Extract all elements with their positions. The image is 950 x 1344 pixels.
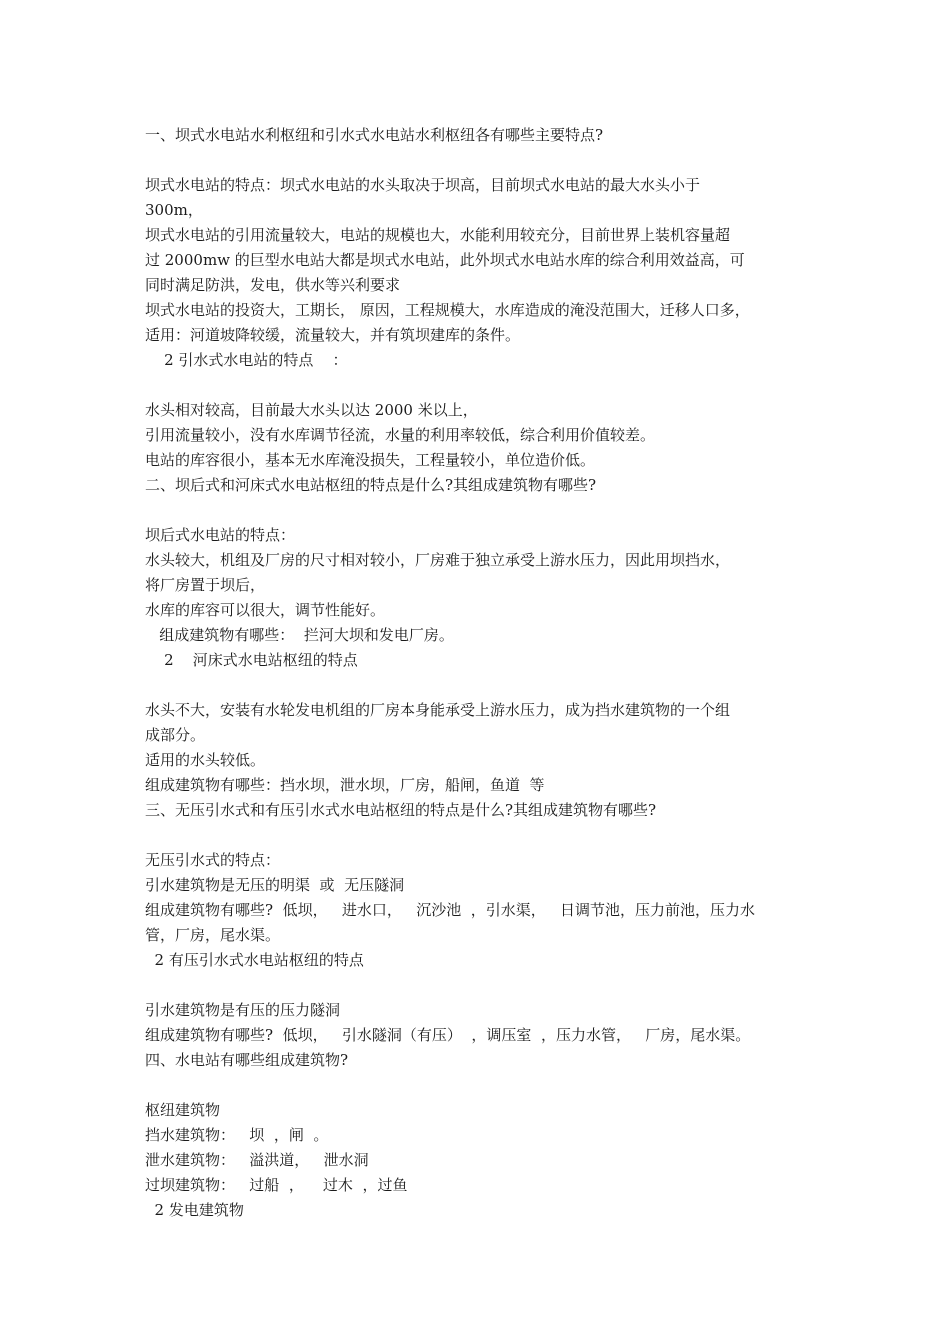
paragraph-line: 挡水建筑物： 坝 ，闸 。	[145, 1126, 329, 1144]
blank-line	[145, 823, 825, 848]
document-body	[145, 123, 825, 1223]
paragraph-line: 管，厂房，尾水渠。	[145, 926, 281, 944]
paragraph-line: 水头较大，机组及厂房的尺寸相对较小，厂房难于独立承受上游水压力，因此用坝挡水，	[145, 551, 731, 569]
paragraph-line: 将厂房置于坝后，	[145, 576, 266, 594]
paragraph-line: 组成建筑物有哪些? 低坝， 引水隧洞（有压） ，调压室 ，压力水管， 厂房，尾水渠。	[145, 1026, 751, 1044]
question-4-heading: 四、水电站有哪些组成建筑物?	[145, 1051, 349, 1069]
paragraph-line: 坝后式水电站的特点：	[145, 526, 296, 544]
subheading: 2 发电建筑物	[145, 1201, 244, 1219]
paragraph-line: 300m，	[145, 201, 203, 219]
blank-line	[145, 373, 825, 398]
paragraph-line: 适用的水头较低。	[145, 751, 266, 769]
paragraph-line: 坝式水电站的引用流量较大，电站的规模也大，水能利用较充分，目前世界上装机容量超	[145, 226, 731, 244]
blank-line	[145, 1073, 825, 1098]
paragraph-line: 枢纽建筑物	[145, 1101, 221, 1119]
blank-line	[145, 973, 825, 998]
question-3-heading: 三、无压引水式和有压引水式水电站枢纽的特点是什么?其组成建筑物有哪些?	[145, 801, 657, 819]
blank-line	[145, 148, 825, 173]
question-2-heading: 二、坝后式和河床式水电站枢纽的特点是什么?其组成建筑物有哪些?	[145, 476, 597, 494]
blank-line	[145, 498, 825, 523]
subheading: 2 河床式水电站枢纽的特点	[145, 651, 358, 669]
paragraph-line: 水头相对较高，目前最大水头以达 2000 米以上，	[145, 401, 478, 419]
paragraph-line: 组成建筑物有哪些： 拦河大坝和发电厂房。	[145, 626, 454, 644]
paragraph-line: 过坝建筑物： 过船 ， 过木 ，过鱼	[145, 1176, 408, 1194]
subheading: 2 引水式水电站的特点 ：	[145, 351, 348, 369]
paragraph-line: 泄水建筑物： 溢洪道， 泄水洞	[145, 1151, 369, 1169]
paragraph-line: 过 2000mw 的巨型水电站大都是坝式水电站，此外坝式水电站水库的综合利用效益高，可	[145, 251, 745, 269]
paragraph-line: 水库的库容可以很大，调节性能好。	[145, 601, 386, 619]
paragraph-line: 水头不大，安装有水轮发电机组的厂房本身能承受上游水压力，成为挡水建筑物的一个组	[145, 701, 731, 719]
paragraph-line: 坝式水电站的特点：坝式水电站的水头取决于坝高，目前坝式水电站的最大水头小于	[145, 176, 701, 194]
paragraph-line: 电站的库容很小，基本无水库淹没损失，工程量较小，单位造价低。	[145, 451, 596, 469]
paragraph-line: 适用：河道坡降较缓，流量较大，并有筑坝建库的条件。	[145, 326, 521, 344]
blank-line	[145, 673, 825, 698]
paragraph-line: 坝式水电站的投资大，工期长， 原因，工程规模大，水库造成的淹没范围大，迁移人口多，	[145, 301, 750, 319]
subheading: 2 有压引水式水电站枢纽的特点	[145, 951, 364, 969]
paragraph-line: 引水建筑物是无压的明渠 或 无压隧洞	[145, 876, 405, 894]
paragraph-line: 引用流量较小，没有水库调节径流，水量的利用率较低，综合利用价值较差。	[145, 426, 656, 444]
paragraph-line: 同时满足防洪，发电，供水等兴利要求	[145, 276, 401, 294]
paragraph-line: 组成建筑物有哪些? 低坝， 进水口， 沉沙池 ，引水渠， 日调节池，压力前池，压力水	[145, 901, 756, 919]
paragraph-line: 组成建筑物有哪些：挡水坝，泄水坝，厂房，船闸，鱼道 等	[145, 776, 545, 794]
paragraph-line: 无压引水式的特点：	[145, 851, 281, 869]
question-1-heading: 一、坝式水电站水利枢纽和引水式水电站水利枢纽各有哪些主要特点?	[145, 126, 604, 144]
paragraph-line: 引水建筑物是有压的压力隧洞	[145, 1001, 341, 1019]
paragraph-line: 成部分。	[145, 726, 206, 744]
